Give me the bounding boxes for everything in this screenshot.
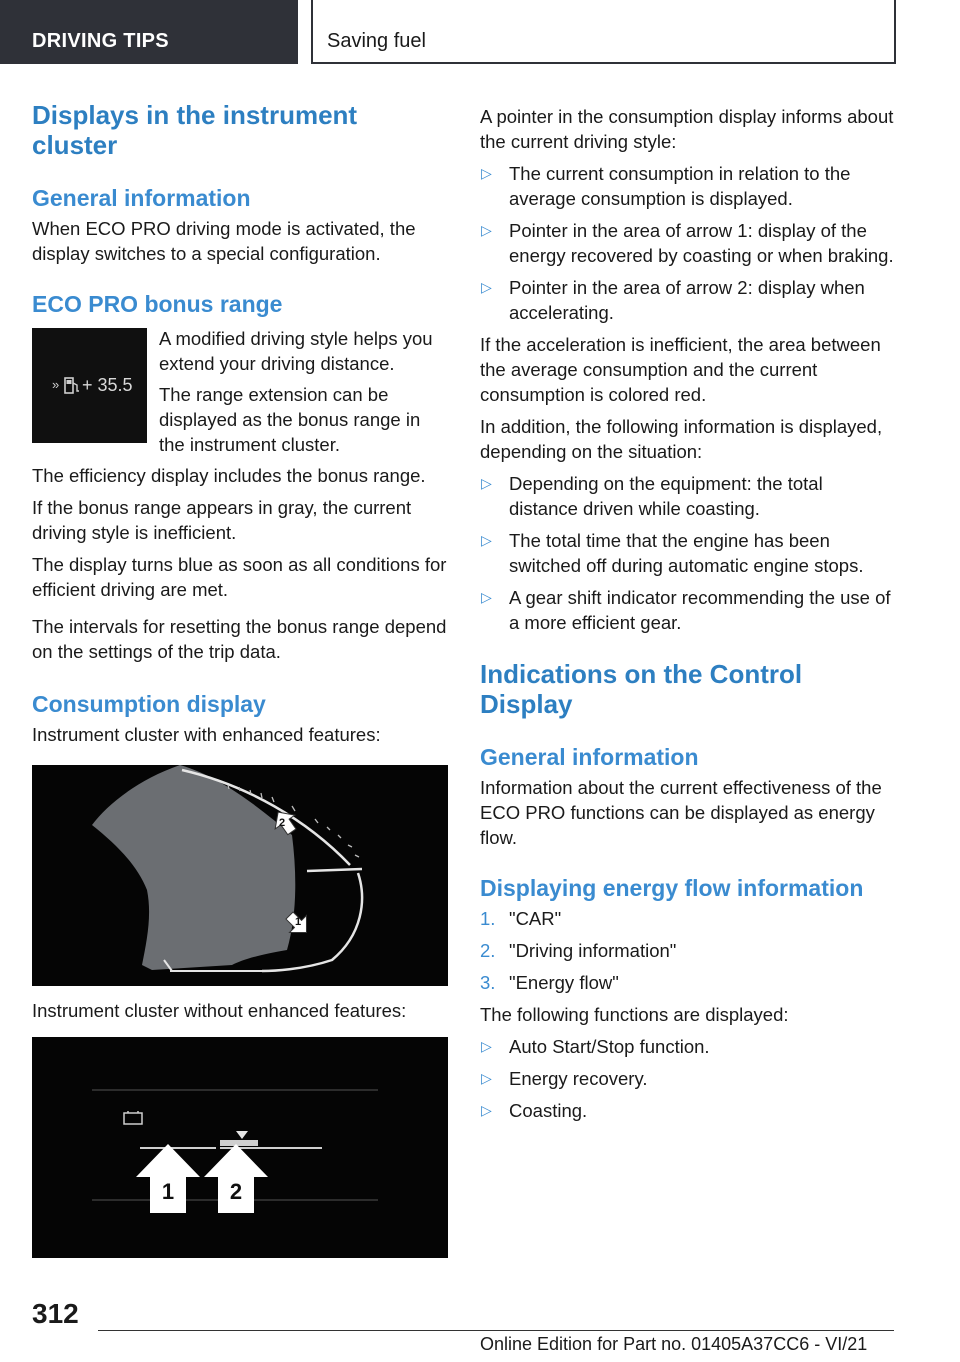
bonus-range-text-4: If the bonus range appears in gray, the current driving style is inefficient.: [32, 497, 412, 543]
step-number: 2.: [480, 940, 496, 961]
bullet-triangle-icon: ▷: [481, 165, 492, 181]
step-text: "CAR": [509, 908, 562, 929]
bonus-range-text-6: The intervals for resetting the bonus range depend on the settings of the trip data.: [32, 616, 447, 662]
enhanced-arrow-label-1: 1: [294, 916, 302, 928]
basic-arrow-label-1: 1: [161, 1179, 175, 1204]
footer-edition: Online Edition for Part no. 01405A37CC6 - VI/21: [480, 1334, 868, 1354]
page-number: 312: [32, 1298, 79, 1329]
step-text: "Driving information": [509, 940, 677, 961]
bullet-triangle-icon: ▷: [481, 1102, 492, 1118]
list-item-text: Pointer in the area of arrow 1: display of the energy recovered by coasting or when braking.: [509, 220, 894, 266]
bonus-range-text-3: The efficiency display includes the bonus range.: [32, 465, 426, 486]
bonus-range-block: [32, 326, 448, 457]
situation-list: [480, 471, 896, 635]
list-item: [480, 1098, 896, 1123]
additional-info-text: In addition, the following information is displayed, depending on the situation:: [480, 416, 883, 462]
control-display-info-text: Information about the current effectiveness of the ECO PRO functions can be displayed as energy flow.: [480, 777, 882, 848]
list-item: [480, 585, 896, 635]
list-item-text: A gear shift indicator recommending the use of a more efficient gear.: [509, 587, 891, 633]
enhanced-cluster-graphic: [32, 765, 448, 986]
bullet-triangle-icon: ▷: [481, 222, 492, 238]
step-number: 1.: [480, 908, 496, 929]
step-item: [480, 906, 896, 931]
heading-general-information-right: General information: [480, 744, 699, 770]
step-item: [480, 970, 896, 995]
energy-flow-steps: [480, 906, 896, 995]
bullet-triangle-icon: ▷: [481, 279, 492, 295]
footer-divider: [98, 1330, 894, 1331]
header-section-title: DRIVING TIPS: [32, 30, 169, 52]
list-item: [480, 471, 896, 521]
consumption-caption-basic: Instrument cluster without enhanced features:: [32, 1000, 407, 1021]
list-item-text: The total time that the engine has been switched off during automatic engine stops.: [509, 530, 864, 576]
general-information-text: When ECO PRO driving mode is activated, the display switches to a special configuration.: [32, 218, 416, 264]
list-item-text: Coasting.: [509, 1100, 588, 1121]
list-item: [480, 528, 896, 578]
bullet-triangle-icon: ▷: [481, 589, 492, 605]
list-item: [480, 161, 896, 211]
heading-displaying-energy-flow: Displaying energy flow information: [480, 875, 864, 901]
list-item: [480, 275, 896, 325]
double-chevron-icon: »: [52, 377, 58, 392]
heading-indications-control-display: Indications on the Control Display: [480, 659, 803, 719]
heading-consumption-display: Consumption display: [32, 691, 266, 717]
header-section-tab: [0, 0, 298, 64]
list-item: [480, 1034, 896, 1059]
list-item-text: The current consumption in relation to the average consumption is displayed.: [509, 163, 851, 209]
functions-displayed-text: The following functions are displayed:: [480, 1004, 789, 1025]
consumption-caption-enhanced: Instrument cluster with enhanced features:: [32, 724, 381, 745]
list-item-text: Energy recovery.: [509, 1068, 648, 1089]
list-item-text: Auto Start/Stop function.: [509, 1036, 710, 1057]
bullet-triangle-icon: ▷: [481, 1038, 492, 1054]
step-number: 3.: [480, 972, 496, 993]
bullet-triangle-icon: ▷: [481, 1070, 492, 1086]
fuel-pump-icon: [64, 377, 80, 395]
heading-general-information: General information: [32, 185, 251, 211]
right-column: [480, 104, 896, 1123]
consumption-display-basic-image: [32, 1037, 448, 1258]
bonus-range-value: + 35.5: [82, 375, 133, 395]
basic-arrow-label-2: 2: [229, 1179, 243, 1204]
step-item: [480, 938, 896, 963]
bullet-triangle-icon: ▷: [481, 532, 492, 548]
bonus-range-text-2: The range extension can be displayed as the bonus range in the instrument cluster.: [159, 384, 421, 455]
bonus-range-text-5: The display turns blue as soon as all conditions for efficient driving are met.: [32, 554, 447, 600]
step-text: "Energy flow": [509, 972, 619, 993]
basic-cluster-graphic: [32, 1037, 448, 1258]
list-item-text: Depending on the equipment: the total distance driven while coasting.: [509, 473, 823, 519]
heading-eco-pro-bonus-range: ECO PRO bonus range: [32, 291, 283, 317]
pointer-list: [480, 161, 896, 325]
left-column: [32, 100, 448, 1258]
battery-icon: [124, 1111, 142, 1124]
inefficient-acceleration-text: If the acceleration is inefficient, the area between the average consumption and the current consumption is colored red.: [480, 334, 881, 405]
pointer-intro-text: A pointer in the consumption display informs about the current driving style:: [480, 106, 894, 152]
list-item: [480, 1066, 896, 1091]
bonus-range-text-1: A modified driving style helps you extend your driving distance.: [159, 328, 433, 374]
heading-displays-instrument-cluster: Displays in the instrument cluster: [32, 100, 358, 160]
enhanced-arrow-label-2: 2: [278, 817, 286, 829]
bonus-range-display-image: [32, 328, 147, 443]
functions-list: [480, 1034, 896, 1123]
list-item: [480, 218, 896, 268]
bullet-triangle-icon: ▷: [481, 475, 492, 491]
list-item-text: Pointer in the area of arrow 2: display when accelerating.: [509, 277, 865, 323]
header-topic-box: [311, 0, 896, 64]
consumption-display-enhanced-image: [32, 765, 448, 986]
header-topic-title: Saving fuel: [327, 30, 426, 52]
